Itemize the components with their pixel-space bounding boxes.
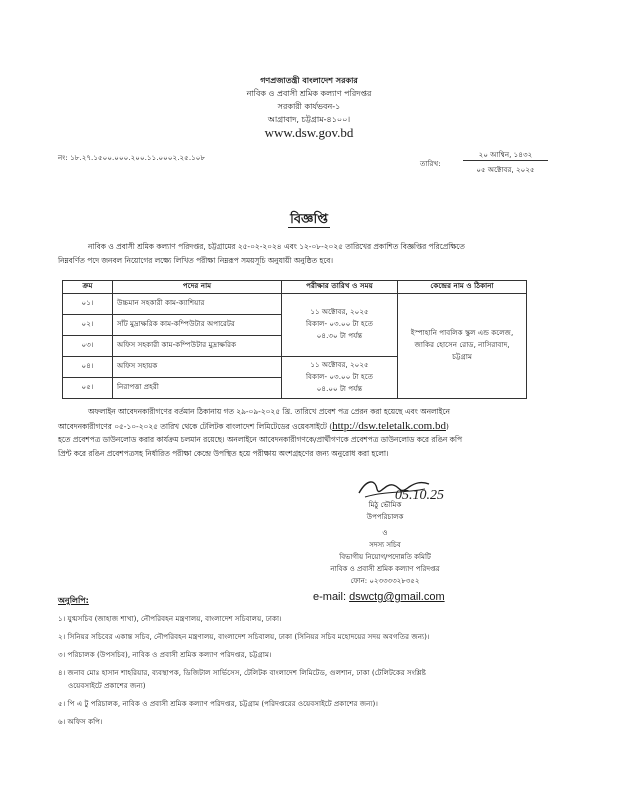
email-label: e-mail: (313, 591, 347, 603)
slot-1-time: বিকাল- ০৩.০০ টা হতে (305, 319, 373, 328)
gov-title: গণপ্রজাতন্ত্রী বাংলাদেশ সরকার (260, 76, 358, 85)
office-address: আগ্রাবাদ, চট্টগ্রাম-৪১০০। (267, 115, 351, 124)
col-header-post: পদের নাম (113, 281, 282, 294)
email-line (313, 591, 445, 603)
col-header-serial: ক্রম (63, 281, 113, 294)
cc-item: ১। যুগ্মসচিব (জাহাজ শাখা), নৌপরিবহন মন্ত্রণালয়, বাংলাদেশ সচিবালয়, ঢাকা। (58, 614, 282, 623)
exam-schedule-table (62, 280, 527, 399)
table-row (63, 294, 527, 315)
body-line-2 (58, 419, 449, 434)
row-post: সাঁট মুদ্রাক্ষরিক কাম-কম্পিউটার অপারেটর (113, 315, 282, 336)
cc-label: অনুলিপি: (58, 596, 89, 605)
row-serial: ০৫। (63, 378, 113, 399)
cc-item: ৪। জনাব মোঃ হাসান শাহরিয়ার, ব্যবস্থাপক, ডিজিটাল সার্ভিসেস, টেলিটক বাংলাদেশ লিমিটেড, গুলশান, ঢাকা (টেলিটকের সংশ্লিষ্ট (58, 668, 426, 677)
slot-1-end: ০৪.৩০ টা পর্যন্ত (316, 331, 363, 340)
col-header-venue: কেন্দ্রের নাম ও ঠিকানা (398, 281, 527, 294)
date-label: তারিখ: (420, 159, 441, 168)
row-post: অফিস সহকারী কাম-কম্পিউটার মুদ্রাক্ষরিক (113, 336, 282, 357)
body-line-4: প্রিন্ট করে রঙিন প্রবেশপত্রসহ নির্ধারিত পরীক্ষা কেন্দ্রে উপস্থিত হয়ে পরীক্ষায় অংশগ্রহণের জন্য অনুরোধ করা হলো। (58, 449, 389, 458)
slot-1-date: ১১ অক্টোবর, ২০২৫ (310, 307, 369, 316)
signatory-office: নাবিক ও প্রবাসী শ্রমিক কল্যাণ পরিদপ্তর (330, 565, 440, 573)
office-name: নাবিক ও প্রবাসী শ্রমিক কল্যাণ পরিদপ্তর (246, 89, 372, 98)
venue-line: চট্টগ্রাম (452, 352, 472, 361)
slot-2-date: ১১ অক্টোবর, ২০২৫ (310, 359, 369, 369)
row-serial: ০১। (63, 294, 113, 315)
row-post: অফিস সহায়ক (113, 357, 282, 378)
body-line-2-close: ) (445, 422, 449, 431)
memo-number: নং: ১৮.২৭.১৫০০.০০০.২০০.১১.০০০২.২৫.১০৮ (58, 153, 206, 162)
row-serial: ০৪। (63, 357, 113, 378)
cc-item: ২। সিনিয়র সচিবের একান্ত সচিব, নৌপরিবহন মন্ত্রণালয়, বাংলাদেশ সচিবালয়, ঢাকা (সিনিয়র সচিব মহোদয়ের সদয় অবগতির জন্য)। (58, 632, 430, 641)
date-bangla: ২০ আশ্বিন, ১৪৩২ (463, 149, 548, 161)
body-line-3: হতে প্রবেশপত্র ডাউনলোড করার কার্যক্রম চলমান রয়েছে। অনলাইনে আবেদনকারীগণকে/প্রার্থীগণকে প্রবেশপত্র ডাউনলোড করে রঙিন কপি (58, 435, 462, 444)
cc-item: ৬। অফিস কপি। (58, 717, 103, 726)
signatory-committee: বিভাগীয় নিয়োগ/পদোন্নতি কমিটি (339, 553, 431, 561)
signatory-name: মিঠু ভৌমিক (368, 501, 402, 509)
row-serial: ০২। (63, 315, 113, 336)
signatory-phone: ফোন: ০২৩৩৩৩২৮৩৫২ (350, 577, 420, 585)
signatory-and: ও (382, 529, 388, 537)
cc-item-cont: ওয়েবসাইটে প্রকাশের জন্য) (68, 681, 146, 690)
exam-slot-2 (282, 357, 398, 399)
office-building: সরকারী কার্যভবন-১ (277, 102, 341, 111)
signatory-role: সদস্য সচিব (369, 541, 401, 549)
venue-line: জাকির হোসেন রোড, নাসিরাবাদ, (414, 340, 510, 349)
teletalk-link[interactable]: http://dsw.teletalk.com.bd (332, 420, 446, 432)
exam-venue (398, 294, 527, 399)
email-link[interactable]: dswctg@gmail.com (349, 591, 445, 603)
website-link[interactable]: www.dsw.gov.bd (264, 125, 354, 140)
row-post: নিরাপত্তা প্রহরী (113, 378, 282, 399)
signatory-designation: উপপরিচালক (366, 513, 404, 521)
intro-line-1: নাবিক ও প্রবাসী শ্রমিক কল্যাণ পরিদপ্তর, চট্টগ্রামের ২৫-০২-২০২৪ এবং ১২-০৮-২০২৫ তারিখের প্রকাশিত বিজ্ঞপ্তির পরিপ্রেক্ষিতে (88, 242, 465, 251)
row-serial: ০৩। (63, 336, 113, 357)
col-header-datetime: পরীক্ষার তারিখ ও সময় (282, 281, 398, 294)
venue-line: ইস্পাহানি পাবলিক স্কুল এন্ড কলেজ, (410, 328, 514, 337)
slot-2-end: ০৪.০০ টা পর্যন্ত (316, 383, 363, 393)
body-line-2-text: আবেদনকারীগণের ০৫-১০-২০২৫ তারিখ থেকে টেলিটক বাংলাদেশ লিমিটেডের ওয়েবসাইটে ( (58, 422, 333, 431)
notice-title: বিজ্ঞপ্তি (290, 212, 328, 227)
body-line-1: অফলাইন আবেদনকারীগণের বর্তমান ঠিকানায় গত ২৯-০৯-২০২৫ খ্রি. তারিখে প্রবেশ পত্র প্রেরন করা হয়েছে এবং অনলাইনে (88, 407, 450, 416)
slot-2-time: বিকাল- ০৩.০০ টা হতে (305, 371, 373, 381)
row-post: উচ্চমান সহকারী কাম-ক্যাশিয়ার (113, 294, 282, 315)
cc-item: ৫। পি এ টু পরিচালক, নাবিক ও প্রবাসী শ্রমিক কল্যাণ পরিদপ্তর, চট্টগ্রাম (পরিদপ্তরের ওয়েবসাইটে প্রকাশের জন্য)। (58, 699, 378, 708)
exam-slot-1 (282, 294, 398, 357)
signature-date: 05.10.25 (395, 488, 444, 503)
intro-line-2: নিম্নবর্ণিত পদে জনবল নিয়োগের লক্ষ্যে লিখিত পরীক্ষা নিম্নরূপ সময়সূচি অনুযায়ী অনুষ্ঠিত হবে। (58, 256, 334, 265)
date-english: ০৫ অক্টোবর, ২০২৫ (476, 165, 535, 174)
cc-item: ৩। পরিচালক (উপসচিব), নাবিক ও প্রবাসী শ্রমিক কল্যাণ পরিদপ্তর, চট্টগ্রাম। (58, 650, 272, 659)
